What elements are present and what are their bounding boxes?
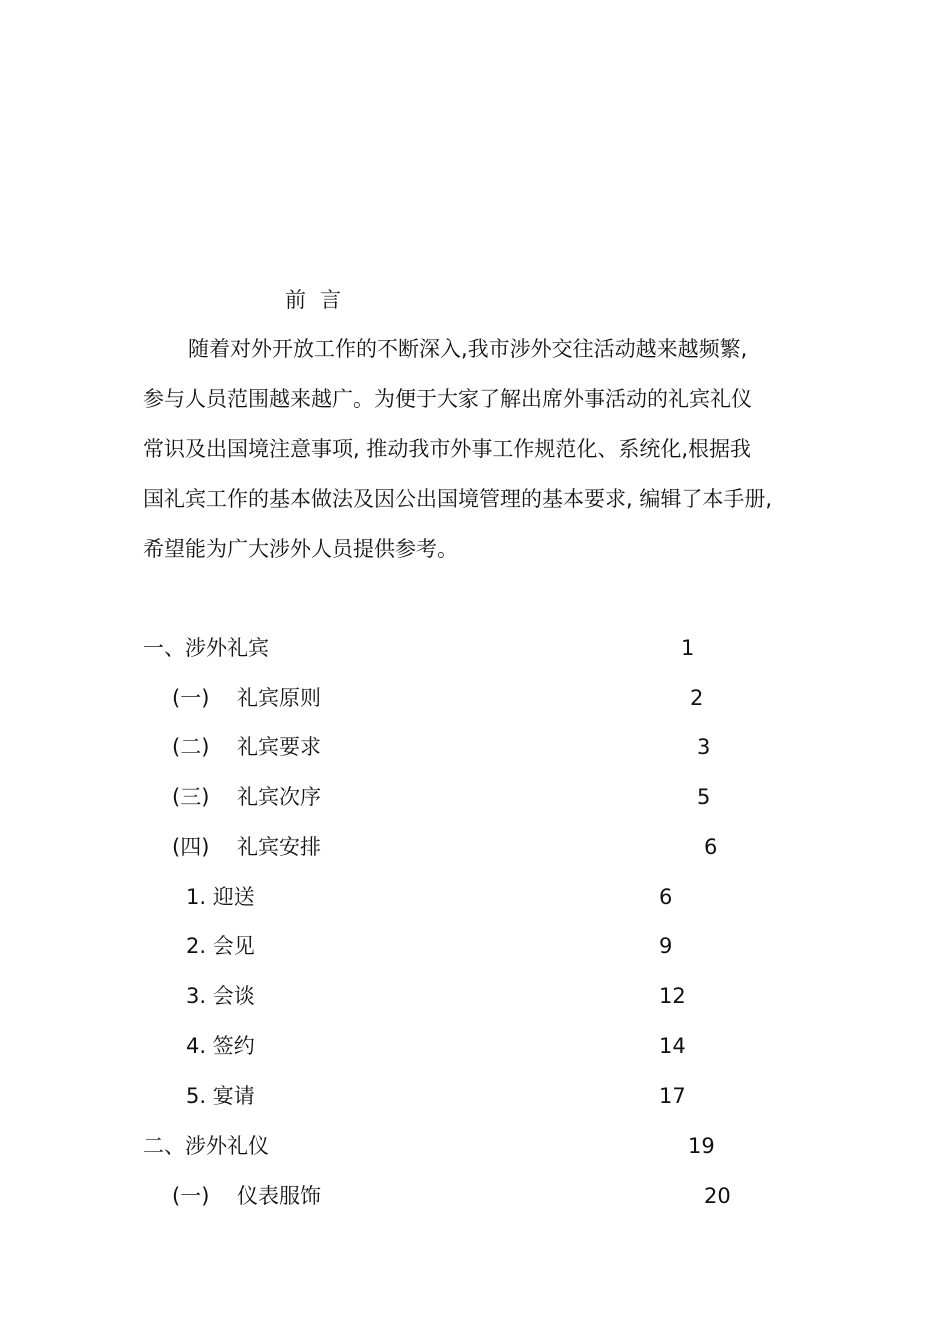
toc-entry-page: 19 — [688, 1134, 715, 1158]
toc-entry-label: 2. 会见 — [186, 934, 255, 958]
toc-entry-page: 1 — [681, 636, 695, 660]
toc-entry-label: 一、涉外礼宾 — [143, 636, 269, 660]
preface-line: 参与人员范围越来越广。为便于大家了解出席外事活动的礼宾礼仪 — [143, 387, 752, 411]
toc-entry-page: 2 — [690, 686, 704, 710]
preface-line: 希望能为广大涉外人员提供参考。 — [143, 537, 458, 561]
toc-entry-label: (一) 仪表服饰 — [172, 1184, 322, 1208]
toc-entry-label: 4. 签约 — [186, 1034, 255, 1058]
toc-entry-page: 6 — [659, 885, 673, 909]
toc-entry-page: 9 — [659, 934, 673, 958]
toc-entry-label: (三) 礼宾次序 — [172, 785, 322, 809]
toc-entry-page: 6 — [704, 835, 718, 859]
toc-entry-page: 14 — [659, 1034, 686, 1058]
page-title: 前言 — [285, 288, 355, 312]
toc-entry-page: 20 — [704, 1184, 731, 1208]
toc-entry-label: 3. 会谈 — [186, 984, 255, 1008]
toc-entry-page: 5 — [697, 785, 711, 809]
toc-entry-label: (一) 礼宾原则 — [172, 686, 322, 710]
preface-line: 常识及出国境注意事项, 推动我市外事工作规范化、系统化,根据我 — [143, 437, 752, 461]
toc-entry-label: 1. 迎送 — [186, 885, 255, 909]
toc-entry-label: (二) 礼宾要求 — [172, 735, 322, 759]
preface-line: 国礼宾工作的基本做法及因公出国境管理的基本要求, 编辑了本手册, — [143, 487, 773, 511]
toc-entry-page: 3 — [697, 735, 711, 759]
toc-entry-page: 12 — [659, 984, 686, 1008]
toc-entry-page: 17 — [659, 1084, 686, 1108]
preface-line: 随着对外开放工作的不断深入,我市涉外交往活动越来越频繁, — [188, 337, 748, 361]
toc-entry-label: (四) 礼宾安排 — [172, 835, 322, 859]
toc-entry-label: 5. 宴请 — [186, 1084, 255, 1108]
toc-entry-label: 二、涉外礼仪 — [143, 1134, 269, 1158]
